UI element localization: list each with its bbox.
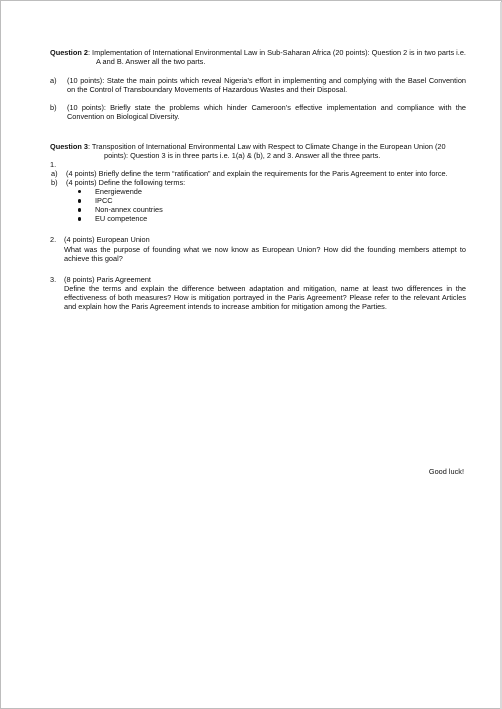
question-3-part-3-text: Define the terms and explain the difference between adaptation and mitigation, name at least two differences in the effectiveness of both measures? How is mitigation portrayed in the Paris Agreement? Please refer to the relevant Articles and explain how the Paris Agreement intends to increase ambition for mitigation among the Parties.	[64, 283, 466, 311]
bullet-icon	[78, 199, 81, 202]
question-3-part-1b-mark: b)	[51, 177, 58, 187]
question-3-part-1-number: 1.	[50, 159, 57, 169]
question-3-part-1a	[51, 169, 466, 178]
list-item	[76, 205, 466, 214]
term-text: Energiewende	[95, 187, 142, 197]
question-3-part-3-heading: (8 points) Paris Agreement	[64, 274, 151, 284]
list-item	[76, 196, 466, 205]
term-text: EU competence	[95, 214, 148, 224]
question-2-part-b-text: (10 points): Briefly state the problems which hinder Cameroon’s effective implementation and compliance with the Convention on Biological Diversity.	[67, 103, 466, 122]
question-3-part-1b-text: (4 points) Define the following terms:	[66, 177, 186, 187]
question-2-title-text: : Implementation of International Environmental Law in Sub-Saharan Africa (20 points): Question 2 is in two parts i.e. A and B. Answer all the two parts.	[87, 48, 466, 67]
question-3-part-2-text: What was the purpose of founding what we now know as European Union? How did the founding members attempt to achieve this goal?	[64, 244, 466, 263]
bullet-icon	[78, 208, 81, 211]
question-2-part-a-text: (10 points): State the main points which reveal Nigeria’s effort in implementing and complying with the Basel Convention on the Control of Transboundary Movements of Hazardous Wastes and their Disposal.	[67, 76, 466, 95]
closing-text: Good luck!	[428, 467, 464, 476]
exam-content	[50, 48, 466, 311]
question-3-part-2-heading: (4 points) European Union	[64, 235, 150, 245]
bullet-icon	[78, 217, 81, 220]
question-3-part-1a-mark: a)	[51, 168, 58, 178]
question-3-part-1	[50, 169, 466, 224]
question-3-title-text: : Transposition of International Environmental Law with Respect to Climate Change in the European Union (20 points): Question 3 is in three parts i.e. 1(a) & (b), 2 and 3. Answer all the three parts.	[87, 141, 446, 160]
terms-list	[51, 187, 466, 223]
bullet-icon	[78, 190, 81, 193]
question-3-part-1b	[51, 178, 466, 187]
question-2-part-b-mark: b)	[50, 103, 57, 113]
question-2-part-a-mark: a)	[50, 76, 57, 86]
question-3-title	[50, 142, 466, 160]
question-2-part-a	[50, 76, 466, 94]
question-2-title	[50, 48, 466, 66]
list-item	[76, 187, 466, 196]
question-3-part-2	[50, 235, 466, 262]
question-3-part-3	[50, 275, 466, 311]
question-3-part-2-number: 2.	[50, 235, 57, 245]
list-item	[76, 214, 466, 223]
question-3-part-1a-text: (4 points) Briefly define the term “ratification” and explain the requirements for the Paris Agreement to enter into force.	[66, 168, 448, 178]
question-2-part-b	[50, 103, 466, 121]
term-text: IPCC	[95, 196, 113, 206]
question-3-part-3-number: 3.	[50, 274, 57, 284]
term-text: Non-annex countries	[95, 205, 163, 215]
question-3-label: Question 3	[50, 141, 88, 151]
question-2-label: Question 2	[50, 48, 88, 57]
